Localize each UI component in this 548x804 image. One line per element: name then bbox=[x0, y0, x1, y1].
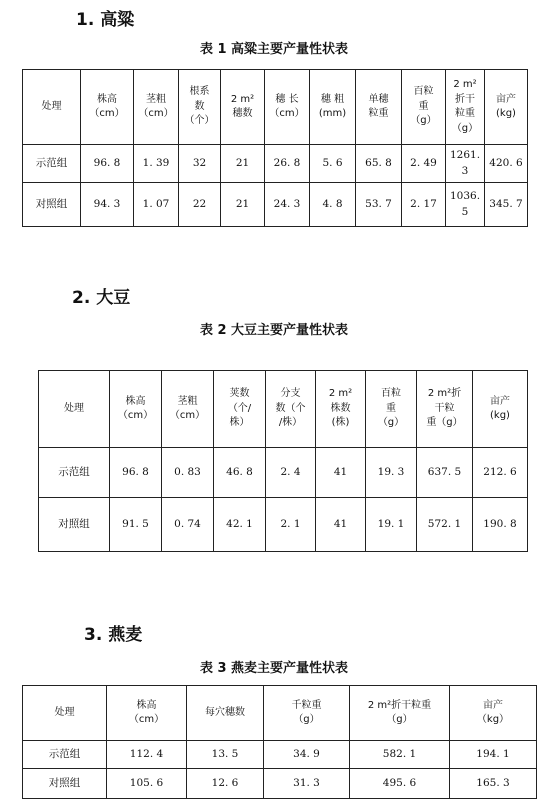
table-cell: 2. 4 bbox=[266, 448, 316, 498]
table-row bbox=[23, 769, 537, 799]
column-header: 百粒 重 （g） bbox=[366, 371, 417, 448]
column-header: 株高 （cm） bbox=[107, 686, 187, 741]
column-header: 株高 （cm） bbox=[81, 70, 134, 145]
table-cell: 21 bbox=[221, 145, 265, 183]
column-header: 2 m²折 干粒 重（g） bbox=[417, 371, 473, 448]
soybean-table bbox=[38, 370, 528, 552]
table-cell: 495. 6 bbox=[350, 769, 450, 799]
section-heading: 1. 高粱 bbox=[76, 10, 135, 30]
table-cell: 2. 49 bbox=[402, 145, 446, 183]
column-header: 根系 数 （个） bbox=[179, 70, 221, 145]
oat-table bbox=[22, 685, 537, 799]
table-cell: 582. 1 bbox=[350, 741, 450, 769]
row-label: 示范组 bbox=[23, 741, 107, 769]
table-title: 表 3 燕麦主要产量性状表 bbox=[199, 661, 349, 676]
column-header: 亩产 （kg） bbox=[450, 686, 537, 741]
table-cell: 0. 74 bbox=[162, 498, 214, 552]
row-label: 对照组 bbox=[23, 769, 107, 799]
table-cell: 13. 5 bbox=[187, 741, 264, 769]
column-header: 亩产 (kg) bbox=[485, 70, 528, 145]
table-cell: 2. 17 bbox=[402, 183, 446, 227]
column-header: 株高 （cm） bbox=[110, 371, 162, 448]
table-cell: 31. 3 bbox=[264, 769, 350, 799]
table-cell: 24. 3 bbox=[265, 183, 310, 227]
table-cell: 34. 9 bbox=[264, 741, 350, 769]
table-cell: 26. 8 bbox=[265, 145, 310, 183]
column-header-treatment: 处理 bbox=[23, 686, 107, 741]
table-cell: 194. 1 bbox=[450, 741, 537, 769]
table-cell: 41 bbox=[316, 448, 366, 498]
table-cell: 42. 1 bbox=[214, 498, 266, 552]
table-cell: 53. 7 bbox=[356, 183, 402, 227]
table-cell: 96. 8 bbox=[81, 145, 134, 183]
table-cell: 1261. 3 bbox=[446, 145, 485, 183]
column-header: 亩产 (kg) bbox=[473, 371, 528, 448]
column-header-treatment: 处理 bbox=[23, 70, 81, 145]
column-header: 穗 长 （cm） bbox=[265, 70, 310, 145]
table-cell: 105. 6 bbox=[107, 769, 187, 799]
table-cell: 345. 7 bbox=[485, 183, 528, 227]
table-cell: 22 bbox=[179, 183, 221, 227]
section-heading: 2. 大豆 bbox=[72, 288, 131, 308]
table-row bbox=[23, 145, 528, 183]
table-cell: 96. 8 bbox=[110, 448, 162, 498]
table-cell: 91. 5 bbox=[110, 498, 162, 552]
table-cell: 12. 6 bbox=[187, 769, 264, 799]
column-header: 荚数 （个/ 株） bbox=[214, 371, 266, 448]
table-cell: 212. 6 bbox=[473, 448, 528, 498]
row-label: 示范组 bbox=[23, 145, 81, 183]
row-label: 对照组 bbox=[23, 183, 81, 227]
column-header: 2 m² 穗数 bbox=[221, 70, 265, 145]
table-row bbox=[23, 741, 537, 769]
table-cell: 41 bbox=[316, 498, 366, 552]
column-header: 2 m²折干粒重 （g） bbox=[350, 686, 450, 741]
column-header: 穗 粗 (mm) bbox=[310, 70, 356, 145]
column-header: 百粒 重 （g） bbox=[402, 70, 446, 145]
table-cell: 32 bbox=[179, 145, 221, 183]
row-label: 对照组 bbox=[39, 498, 110, 552]
table-cell: 94. 3 bbox=[81, 183, 134, 227]
table-cell: 19. 1 bbox=[366, 498, 417, 552]
table-cell: 2. 1 bbox=[266, 498, 316, 552]
table-cell: 572. 1 bbox=[417, 498, 473, 552]
column-header: 2 m² 折干 粒重 （g） bbox=[446, 70, 485, 145]
column-header-treatment: 处理 bbox=[39, 371, 110, 448]
table-cell: 4. 8 bbox=[310, 183, 356, 227]
table-cell: 5. 6 bbox=[310, 145, 356, 183]
table-title: 表 2 大豆主要产量性状表 bbox=[199, 323, 349, 338]
column-header: 每穴穗数 bbox=[187, 686, 264, 741]
table-cell: 0. 83 bbox=[162, 448, 214, 498]
column-header: 千粒重 （g） bbox=[264, 686, 350, 741]
table-row bbox=[39, 448, 528, 498]
column-header: 分支 数（个 /株） bbox=[266, 371, 316, 448]
table-cell: 65. 8 bbox=[356, 145, 402, 183]
table-cell: 19. 3 bbox=[366, 448, 417, 498]
table-row bbox=[23, 183, 528, 227]
column-header: 2 m² 株数 (株) bbox=[316, 371, 366, 448]
column-header: 茎粗 （cm） bbox=[162, 371, 214, 448]
table-cell: 46. 8 bbox=[214, 448, 266, 498]
row-label: 示范组 bbox=[39, 448, 110, 498]
column-header: 单穗 粒重 bbox=[356, 70, 402, 145]
table-cell: 637. 5 bbox=[417, 448, 473, 498]
section-heading: 3. 燕麦 bbox=[84, 625, 143, 645]
column-header: 茎粗 （cm） bbox=[134, 70, 179, 145]
table-row bbox=[39, 498, 528, 552]
table-cell: 165. 3 bbox=[450, 769, 537, 799]
table-title: 表 1 高粱主要产量性状表 bbox=[199, 42, 349, 57]
table-cell: 1. 07 bbox=[134, 183, 179, 227]
table-cell: 420. 6 bbox=[485, 145, 528, 183]
table-cell: 1. 39 bbox=[134, 145, 179, 183]
table-cell: 190. 8 bbox=[473, 498, 528, 552]
table-cell: 21 bbox=[221, 183, 265, 227]
table-cell: 112. 4 bbox=[107, 741, 187, 769]
table-cell: 1036. 5 bbox=[446, 183, 485, 227]
sorghum-table bbox=[22, 69, 528, 227]
